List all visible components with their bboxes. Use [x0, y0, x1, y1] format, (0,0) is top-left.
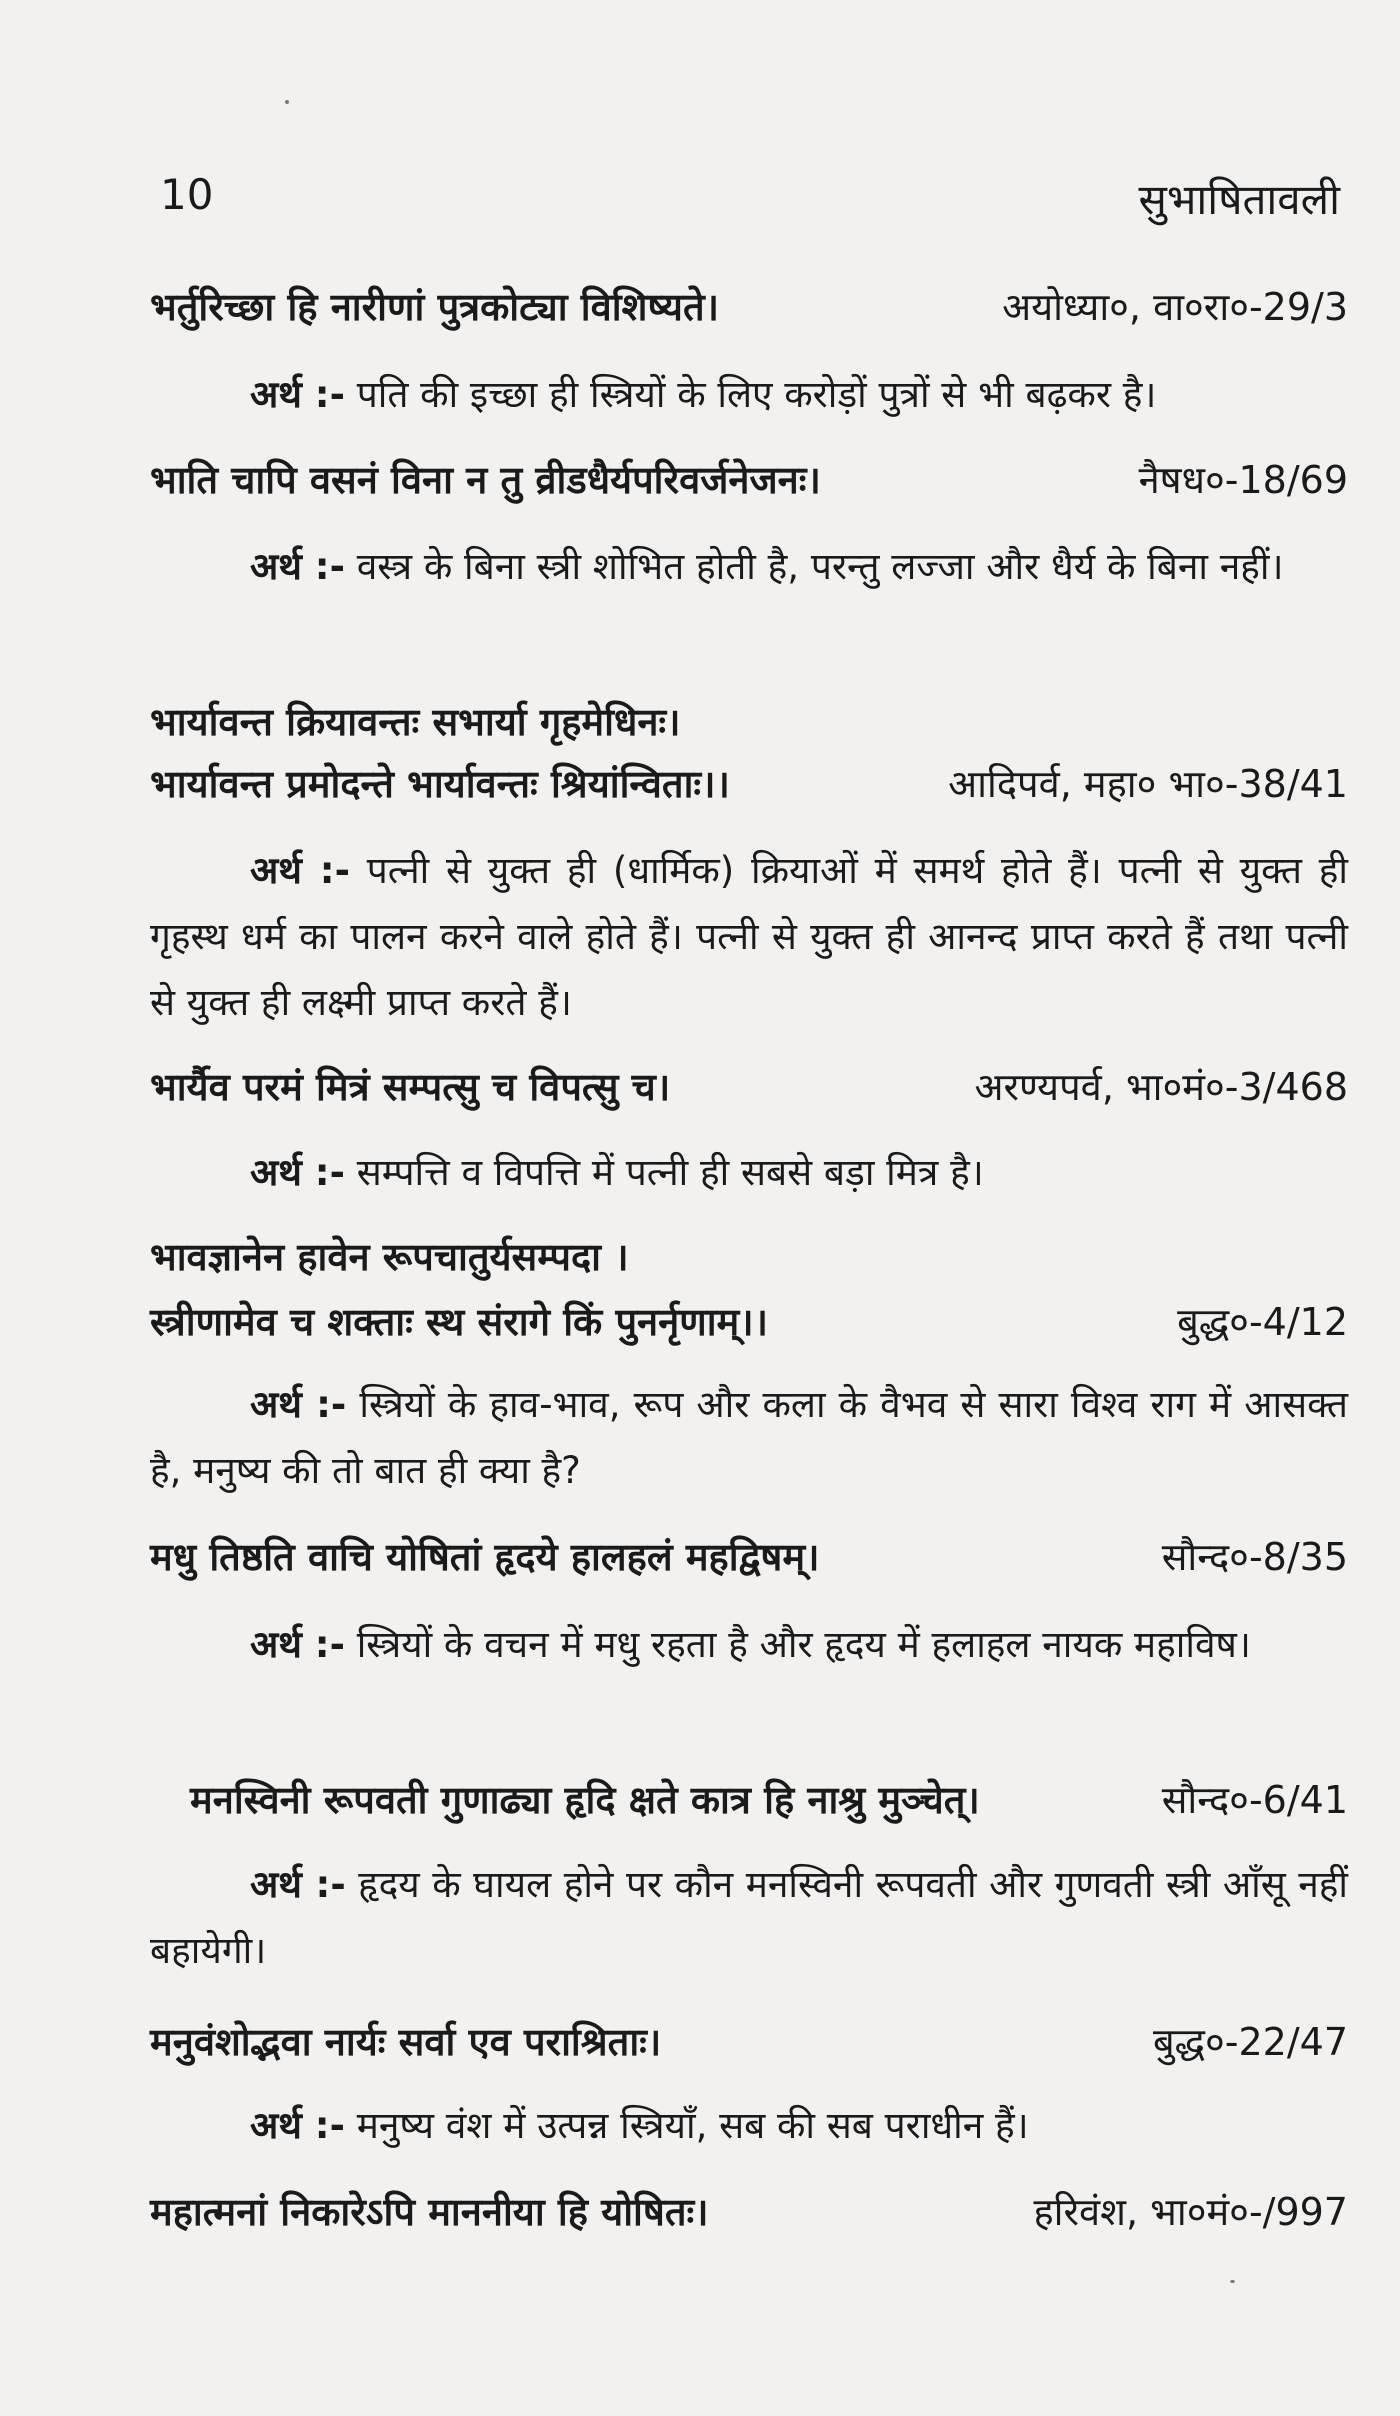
meaning-label: अर्थ :-	[250, 2104, 345, 2147]
scan-speck	[285, 100, 289, 104]
meaning-text: अर्थ :- सम्पत्ति व विपत्ति में पत्नी ही सबसे बड़ा मित्र है।	[250, 1151, 984, 1194]
meaning-label: अर्थ :-	[250, 373, 345, 416]
verse-line: महात्मनां निकारेऽपि माननीया हि योषितः। हरिवंश, भा०मं०-/997	[150, 2180, 1348, 2244]
meaning-text: अर्थ :- पति की इच्छा ही स्त्रियों के लिए करोड़ों पुत्रों से भी बढ़कर है।	[250, 373, 1157, 416]
meaning-label: अर्थ :-	[250, 849, 350, 892]
verse-source: बुद्ध०-4/12	[1177, 1300, 1348, 1344]
scan-speck	[1230, 2280, 1235, 2283]
verse-line: भाति चापि वसनं विना न तु व्रीडधैर्यपरिवर्जनेजनः। नैषध०-18/69	[150, 448, 1348, 512]
verse-line: भर्तुरिच्छा हि नारीणां पुत्रकोट्या विशिष्यते। अयोध्या०, वा०रा०-29/3	[150, 275, 1348, 339]
verse-line: भार्यावन्त प्रमोदन्ते भार्यावन्तः श्रियांन्विताः।। आदिपर्व, महा० भा०-38/41	[150, 752, 1348, 816]
meaning-label: अर्थ :-	[250, 1383, 347, 1426]
meaning-text: अर्थ :- वस्त्र के बिना स्त्री शोभित होती है, परन्तु लज्जा और धैर्य के बिना नहीं।	[250, 545, 1284, 588]
verse-source: बुद्ध०-22/47	[1152, 2020, 1348, 2064]
verse-line: भार्यैव परमं मित्रं सम्पत्सु च विपत्सु च। अरण्यपर्व, भा०मं०-3/468	[150, 1055, 1348, 1119]
meaning-text: अर्थ :- हृदय के घायल होने पर कौन मनस्विनी रूपवती और गुणवती स्त्री आँसू नहीं बहायेगी।	[150, 1863, 1348, 1972]
verse-source: सौन्द०-6/41	[1161, 1778, 1348, 1822]
verse-source: आदिपर्व, महा० भा०-38/41	[948, 762, 1348, 806]
verse-line: भावज्ञानेन हावेन रूपचातुर्यसम्पदा ।	[150, 1235, 629, 1279]
verse-source: अरण्यपर्व, भा०मं०-3/468	[974, 1065, 1348, 1109]
verse-source: सौन्द०-8/35	[1161, 1535, 1348, 1579]
page-number: 10	[160, 170, 214, 219]
meaning-text: अर्थ :- मनुष्य वंश में उत्पन्न स्त्रियाँ, सब की सब पराधीन हैं।	[250, 2104, 1029, 2147]
meaning-text: अर्थ :- स्त्रियों के वचन में मधु रहता है और हृदय में हलाहल नायक महाविष।	[250, 1623, 1251, 1666]
verse-line: मनस्विनी रूपवती गुणाढ्या हृदि क्षते कात्र हि नाश्रु मुञ्चेत्। सौन्द०-6/41	[190, 1768, 1348, 1832]
meaning-label: अर्थ :-	[250, 1623, 345, 1666]
meaning-text: अर्थ :- स्त्रियों के हाव-भाव, रूप और कला के वैभव से सारा विश्व राग में आसक्त है, मनुष्य की तो बात ही क्या है?	[150, 1383, 1349, 1492]
verse-source: नैषध०-18/69	[1138, 458, 1348, 502]
verse-source: अयोध्या०, वा०रा०-29/3	[1002, 285, 1348, 329]
running-title: सुभाषितावली	[1138, 175, 1340, 224]
verse-line: स्त्रीणामेव च शक्ताः स्थ संरागे किं पुनर्नृणाम्।। बुद्ध०-4/12	[150, 1290, 1348, 1354]
meaning-text: अर्थ :- पत्नी से युक्त ही (धार्मिक) क्रियाओं में समर्थ होते हैं। पत्नी से युक्त ही गृहस्थ धर्म का पालन करने वाले होते हैं। पत्नी से युक्त ही आनन्द प्राप्त करते हैं तथा पत्नी से युक्त ही लक्ष्मी प्राप्त करते हैं।	[150, 849, 1348, 1024]
verse-line: मधु तिष्ठति वाचि योषितां हृदये हालहलं महद्विषम्। सौन्द०-8/35	[150, 1525, 1348, 1589]
verse-source: हरिवंश, भा०मं०-/997	[1033, 2190, 1348, 2234]
verse-line: भार्यावन्त क्रियावन्तः सभार्या गृहमेधिनः।	[150, 700, 681, 744]
meaning-label: अर्थ :-	[250, 1863, 346, 1906]
meaning-label: अर्थ :-	[250, 545, 345, 588]
verse-line: मनुवंशोद्भवा नार्यः सर्वा एव पराश्रिताः। बुद्ध०-22/47	[150, 2010, 1348, 2074]
meaning-label: अर्थ :-	[250, 1151, 345, 1194]
